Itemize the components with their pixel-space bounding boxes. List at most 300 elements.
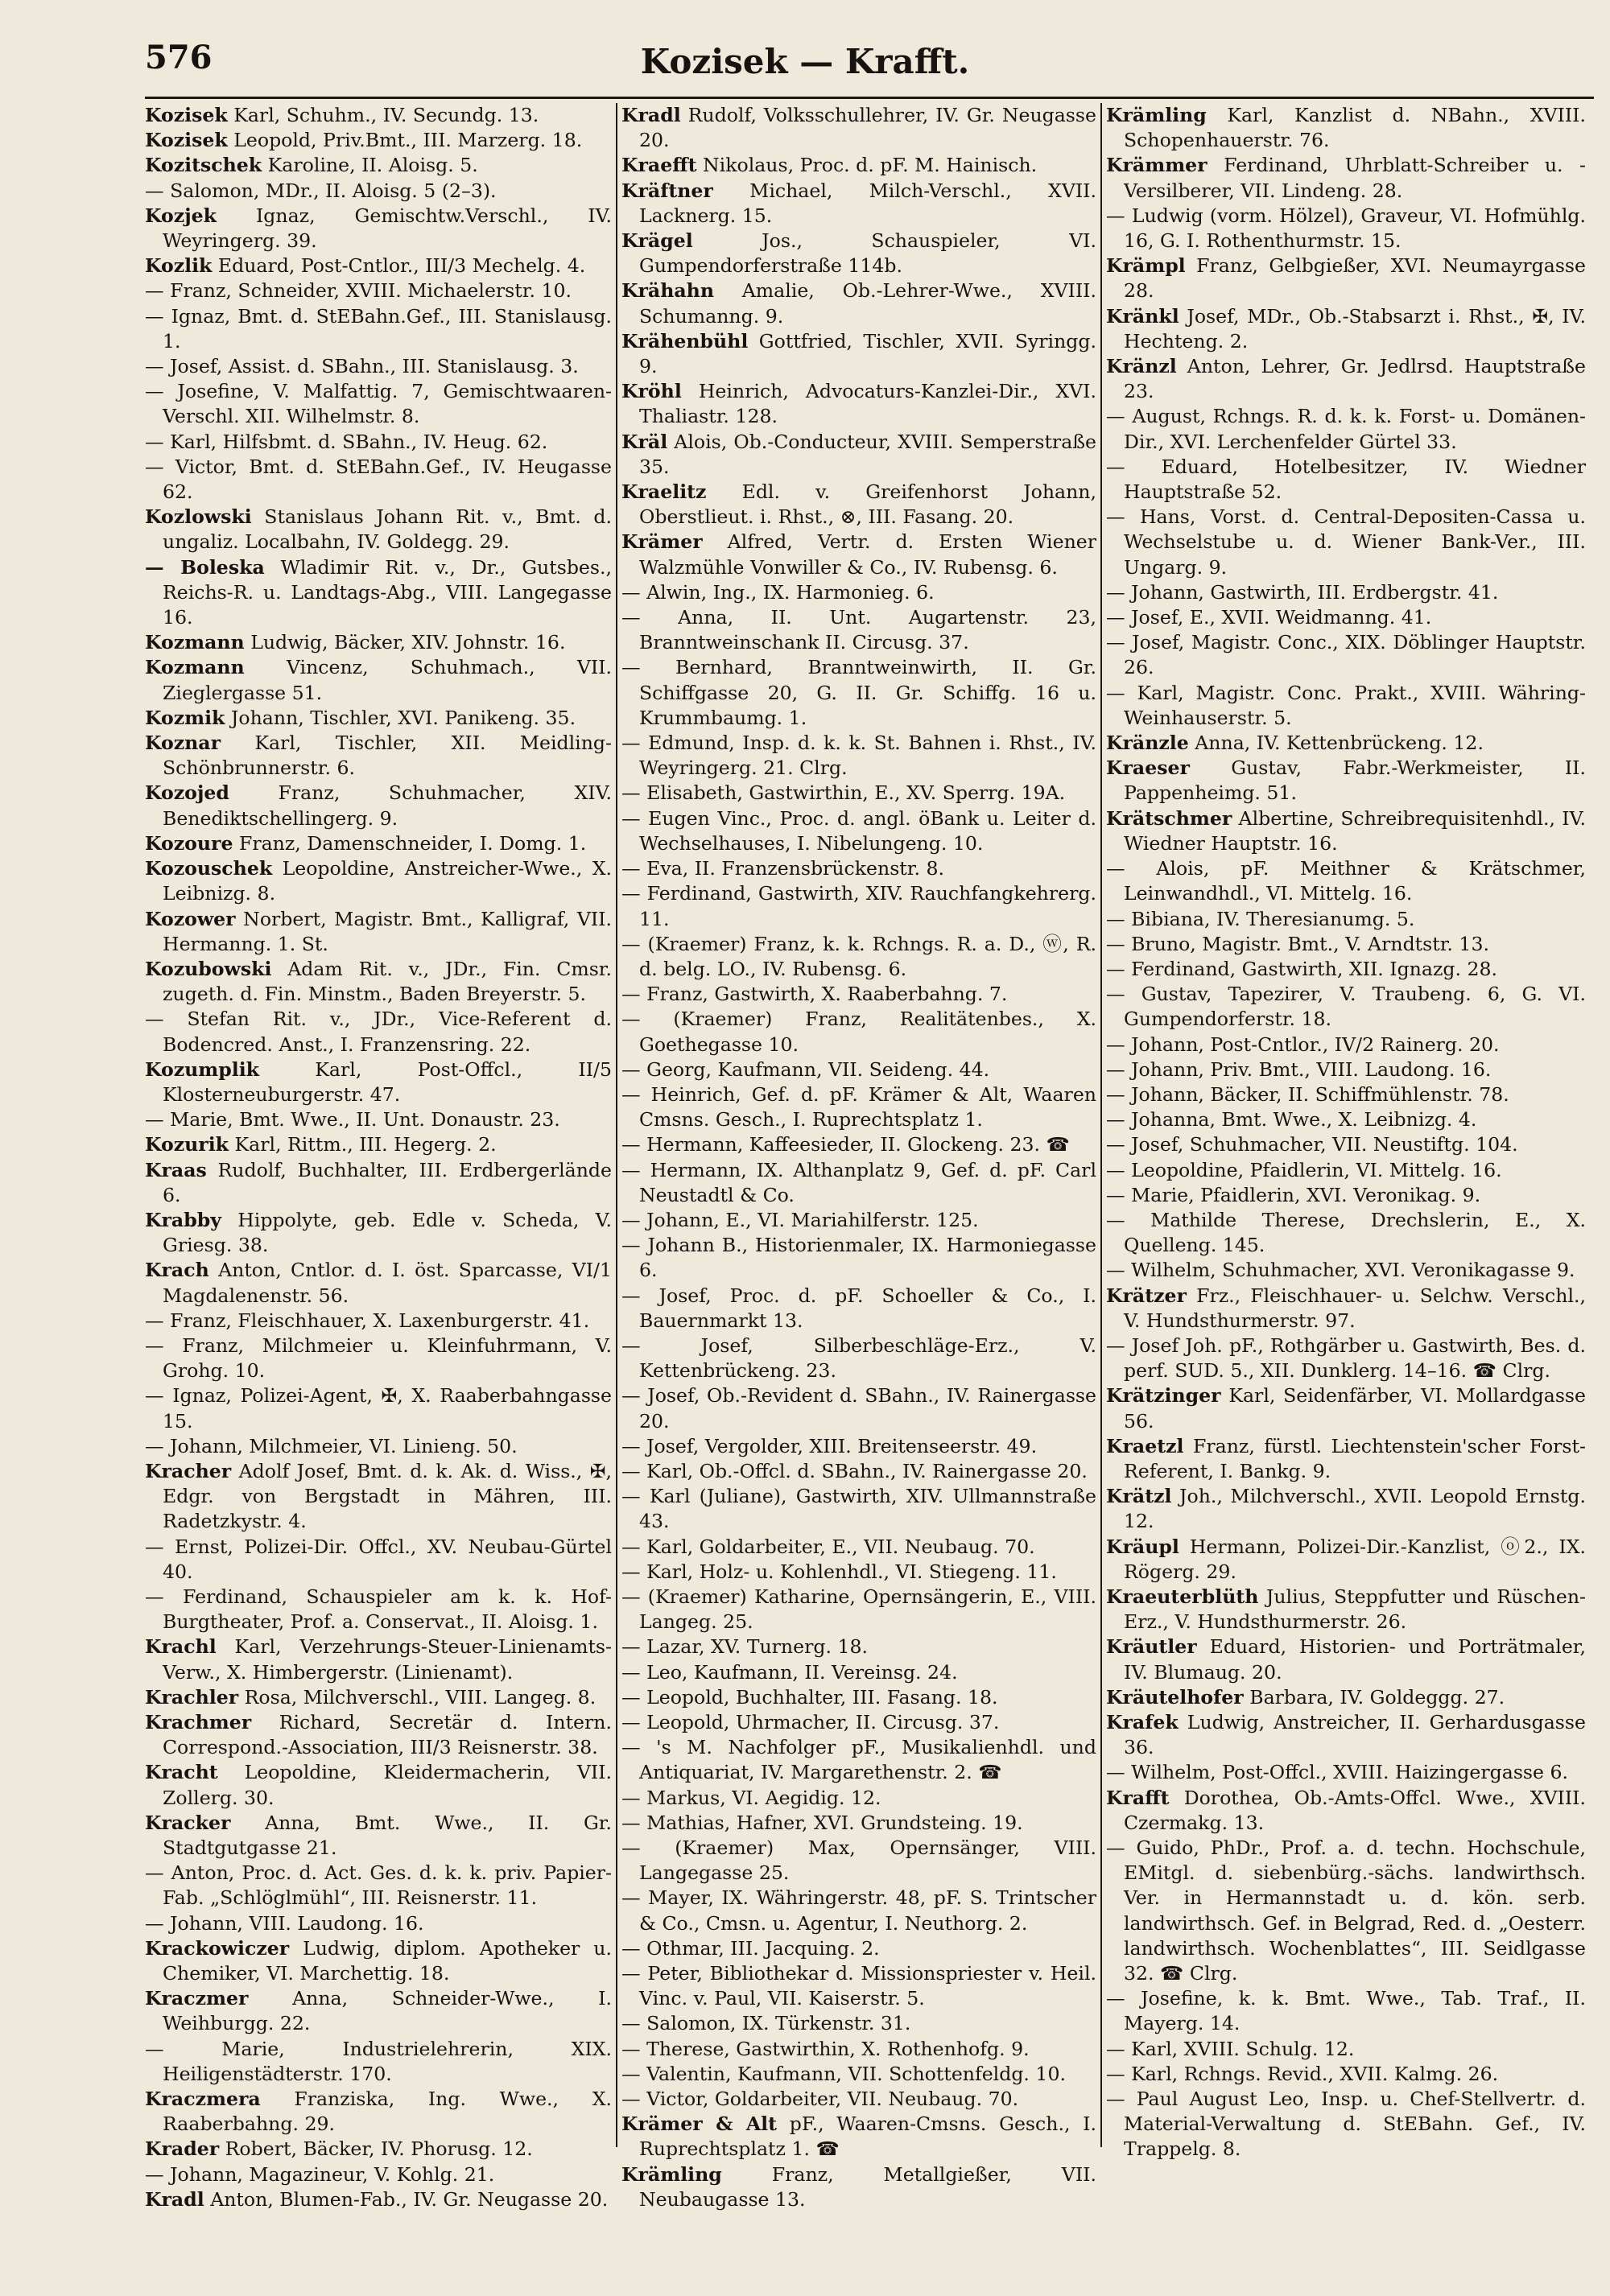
entry-details: — Johann, Magazineur, V. Kohlg. 21. (145, 2162, 495, 2186)
entry-details: — Heinrich, Gef. d. pF. Krämer & Alt, Waaren Cmsns. Gesch., I. Ruprechtsplatz 1. (621, 1082, 1096, 1132)
entry-details: — Victor, Bmt. d. StEBahn.Gef., IV. Heugasse 62. (145, 455, 612, 504)
directory-entry (621, 1082, 1096, 1132)
entry-details: — Franz, Gastwirth, X. Raaberbahng. 7. (621, 983, 1008, 1006)
entry-details: — Alois, pF. Meithner & Krätschmer, Leinwandhdl., VI. Mittelg. 16. (1106, 857, 1586, 905)
directory-entry (145, 1459, 612, 1535)
entry-surname: Krägel (621, 229, 693, 253)
entry-surname: Kradl (145, 2187, 204, 2211)
entry-surname: Krackowiczer (145, 1936, 290, 1960)
entry-surname: Krachl (145, 1635, 217, 1659)
entry-details: — Marie, Bmt. Wwe., II. Unt. Donaustr. 23. (145, 1108, 560, 1132)
entry-details: Norbert, Magistr. Bmt., Kalligraf, VII. Hermanng. 1. St. (163, 907, 612, 955)
directory-entry (621, 1710, 1096, 1735)
directory-entry (145, 555, 612, 631)
entry-surname: Krabby (145, 1208, 221, 1231)
directory-entry (145, 957, 612, 1007)
entry-details: — Guido, PhDr., Prof. a. d. techn. Hochschule, EMitgl. d. siebenbürg.-sächs. landwirthsch. Ver. in Hermannstadt u. d. kön. serb. landwirthsch. Gef. in Belgrad, Red. d. „Oesterr. landwirthsch. Wochenblattes“, III. Seidlgasse 32. ☎ Clrg. (1106, 1836, 1586, 1985)
entry-details: Ludwig, Anstreicher, II. Gerhardusgasse 36. (1124, 1711, 1586, 1759)
directory-entry (145, 781, 612, 831)
directory-entry (145, 379, 612, 429)
entry-surname: Kränzle (1106, 732, 1189, 755)
entry-details: — Gustav, Tapezirer, V. Traubeng. 6, G. VI. Gumpendorferstr. 18. (1106, 983, 1586, 1031)
entry-surname: Krafek (1106, 1711, 1179, 1733)
entry-details: Anna, Schneider-Wwe., I. Weihburgg. 22. (163, 1987, 612, 2035)
entry-surname: Kräl (621, 430, 668, 453)
directory-entry (1106, 756, 1586, 806)
entry-details: Karl, Schuhm., IV. Secundg. 13. (233, 104, 539, 126)
entry-surname: Kränzl (1106, 355, 1177, 378)
directory-entry (145, 1986, 612, 2036)
entry-details: — Lazar, XV. Turnerg. 18. (621, 1635, 868, 1659)
entry-surname: Kräupl (1106, 1535, 1179, 1558)
entry-details: Leopoldine, Anstreicher-Wwe., X. Leibnizg. 8. (163, 857, 612, 905)
entry-details: Anton, Blumen-Fab., IV. Gr. Neugasse 20. (210, 2187, 609, 2211)
entry-surname: Kraas (145, 1158, 207, 1181)
entry-surname: Krachmer (145, 1711, 252, 1733)
entry-surname: Krähenbühl (621, 329, 749, 352)
directory-entry (1106, 982, 1586, 1032)
entry-details: — Peter, Bibliothekar d. Missionspriester v. Heil. Vinc. v. Paul, VII. Kaiserstr. 5. (621, 1962, 1096, 2010)
directory-entry (145, 2037, 612, 2087)
entry-details: — Eva, II. Franzensbrückenstr. 8. (621, 857, 944, 880)
entry-details: Ignaz, Gemischtw.Verschl., IV. Weyringerg. 39. (163, 204, 612, 253)
entry-details: — Ferdinand, Schauspieler am k. k. Hof-Burgtheater, Prof. a. Conservat., II. Aloisg. 1. (145, 1585, 612, 1634)
entry-details: — Josef, Vergolder, XIII. Breitenseerstr. 49. (621, 1434, 1038, 1457)
entry-details: — Markus, VI. Aegidig. 12. (621, 1786, 881, 1809)
directory-entry (145, 1535, 612, 1585)
entry-details: — Johann, Gastwirth, III. Erdbergstr. 41. (1106, 580, 1499, 604)
entry-surname: Kraeser (1106, 756, 1190, 780)
entry-details: — Anna, II. Unt. Augartenstr. 23, Branntweinschank II. Circusg. 37. (621, 606, 1096, 654)
entry-details: — Josefine, V. Malfattig. 7, Gemischtwaaren-Verschl. XII. Wilhelmstr. 8. (145, 380, 612, 428)
entry-details: Franziska, Ing. Wwe., X. Raaberbahng. 29. (163, 2088, 612, 2136)
entry-details: — Anton, Proc. d. Act. Ges. d. k. k. priv. Papier-Fab. „Schlöglmühl“, III. Reisnerstr. 11. (145, 1861, 612, 1910)
directory-entry (1106, 1383, 1586, 1433)
directory-entry (1106, 2037, 1586, 2062)
directory-entry (145, 1258, 612, 1308)
entry-surname: Krätzinger (1106, 1384, 1221, 1408)
entry-details: Anton, Lehrer, Gr. Jedlrsd. Hauptstraße 23. (1124, 355, 1586, 403)
entry-surname: Kozubowski (145, 957, 272, 980)
entry-details: — Josef, Ob.-Revident d. SBahn., IV. Rainergasse 20. (621, 1384, 1096, 1432)
entry-details: — (Kraemer) Franz, Realitätenbes., X. Goethegasse 10. (621, 1008, 1096, 1056)
entry-details: Franz, Damenschneider, I. Domg. 1. (238, 831, 587, 855)
entry-surname: Kraczmera (145, 2088, 261, 2111)
directory-column-2 (621, 103, 1097, 2211)
directory-entry (1106, 204, 1586, 254)
entry-details: Karl, Seidenfärber, VI. Mollardgasse 56. (1124, 1384, 1587, 1432)
directory-entry (1106, 1634, 1586, 1684)
directory-entry (621, 1434, 1096, 1459)
entry-details: — Bernhard, Branntweinwirth, II. Gr. Schiffgasse 20, G. II. Gr. Schiffg. 16 u. Krummbaumg. 1. (621, 656, 1096, 729)
entry-details: — Karl, Holz- u. Kohlenhdl., VI. Stiegeng. 11. (621, 1560, 1057, 1583)
entry-details: — Eduard, Hotelbesitzer, IV. Wiedner Hauptstraße 52. (1106, 455, 1586, 504)
directory-entry (145, 505, 612, 554)
directory-entry (1106, 681, 1586, 731)
directory-entry (621, 480, 1096, 530)
directory-entry (145, 1158, 612, 1208)
directory-entry (621, 881, 1096, 931)
directory-entry (621, 806, 1096, 856)
entry-details: — Hermann, Kaffeesieder, II. Glockeng. 23. ☎ (621, 1133, 1070, 1156)
entry-details: Alois, Ob.-Conducteur, XVIII. Semperstraße 35. (639, 430, 1096, 478)
directory-entry (621, 1208, 1096, 1233)
directory-entry (145, 1811, 612, 1861)
entry-details: Richard, Secretär d. Intern. Correspond.-Association, III/3 Reisnerstr. 38. (163, 1711, 612, 1759)
entry-details: — Leopoldine, Pfaidlerin, VI. Mittelg. 16. (1106, 1158, 1502, 1181)
entry-details: Stanislaus Johann Rit. v., Bmt. d. ungaliz. Localbahn, IV. Goldegg. 29. (163, 505, 613, 554)
entry-details: — Wilhelm, Post-Offcl., XVIII. Haizingergasse 6. (1106, 1761, 1569, 1784)
entry-surname: Kozisek (145, 104, 228, 126)
entry-details: Alfred, Vertr. d. Ersten Wiener Walzmühle Vonwiller & Co., IV. Rubensg. 6. (639, 530, 1097, 579)
entry-details: — Mathias, Hafner, XVI. Grundsteing. 19. (621, 1811, 1023, 1834)
directory-entry (621, 1585, 1096, 1634)
entry-details: Robert, Bäcker, IV. Phorusg. 12. (225, 2137, 533, 2161)
entry-details: — Karl, Rchngs. Revid., XVII. Kalmg. 26. (1106, 2062, 1499, 2085)
directory-entry (1106, 806, 1586, 856)
entry-details: Franz, fürstl. Liechtenstein'scher Forst-Referent, I. Bankg. 9. (1124, 1434, 1586, 1482)
directory-entry (145, 2087, 612, 2137)
entry-surname: Kozumplik (145, 1057, 260, 1081)
directory-entry (621, 278, 1096, 328)
entry-details: Franz, Metallgießer, VII. Neubaugasse 13. (639, 2162, 1096, 2211)
entry-details: — Bibiana, IV. Theresianumg. 5. (1106, 907, 1415, 930)
directory-entry (145, 278, 612, 303)
directory-entry (1106, 957, 1586, 982)
entry-details: — Leopold, Uhrmacher, II. Circusg. 37. (621, 1711, 1000, 1733)
directory-entry (621, 1634, 1096, 1659)
entry-details: Karoline, II. Aloisg. 5. (267, 154, 478, 177)
entry-details: Barbara, IV. Goldeggg. 27. (1249, 1685, 1505, 1709)
entry-details: — Karl, Goldarbeiter, E., VII. Neubaug. 70. (621, 1535, 1035, 1558)
entry-details: Adam Rit. v., JDr., Fin. Cmsr. zugeth. d. Fin. Minstm., Baden Breyerstr. 5. (163, 957, 612, 1006)
entry-details: Franz, Schuhmacher, XIV. Benediktschellingerg. 9. (163, 781, 612, 830)
entry-details: Karl, Verzehrungs-Steuer-Linienamts-Verw., X. Himbergerstr. (Linienamt). (163, 1635, 613, 1684)
entry-details: — Johann, Priv. Bmt., VIII. Laudong. 16. (1106, 1057, 1492, 1081)
directory-entry (621, 2037, 1096, 2062)
entry-details: — Paul August Leo, Insp. u. Chef-Stellvertr. d. Material-Verwaltung d. StEBahn. Gef., IV. Trappelg. 8. (1106, 2088, 1586, 2161)
entry-details: — Josef, Assist. d. SBahn., III. Stanislausg. 3. (145, 355, 579, 378)
directory-entry (621, 1007, 1096, 1057)
entry-details: Albertine, Schreibrequisitenhdl., IV. Wiedner Hauptstr. 16. (1124, 806, 1586, 855)
directory-column-3 (1106, 103, 1586, 2163)
entry-surname: Krafft (1106, 1786, 1170, 1809)
entry-details: Johann, Tischler, XVI. Panikeng. 35. (230, 706, 576, 729)
directory-entry (145, 179, 612, 204)
entry-details: — Karl, Hilfsbmt. d. SBahn., IV. Heug. 62. (145, 430, 548, 453)
entry-details: — Josefine, k. k. Bmt. Wwe., Tab. Traf., II. Mayerg. 14. (1106, 1987, 1586, 2035)
entry-details: Michael, Milch-Verschl., XVII. Lacknerg. 15. (639, 179, 1096, 227)
entry-details: — Johann, Bäcker, II. Schiffmühlenstr. 78. (1106, 1082, 1509, 1106)
entry-details: — Salomon, IX. Türkenstr. 31. (621, 2012, 911, 2035)
directory-entry (145, 1383, 612, 1433)
entry-details: — (Kraemer) Franz, k. k. Rchngs. R. a. D., ⓦ, R. d. belg. LO., IV. Rubensg. 6. (621, 932, 1096, 980)
directory-entry (621, 1383, 1096, 1433)
directory-entry (1106, 932, 1586, 957)
directory-entry (1106, 1986, 1586, 2036)
entry-surname: Krämer & Alt (621, 2113, 778, 2136)
entry-details: — Elisabeth, Gastwirthin, E., XV. Sperrg. 19A. (621, 781, 1066, 805)
directory-entry (1106, 1033, 1586, 1057)
entry-details: Vincenz, Schuhmach., VII. Zieglergasse 51. (163, 656, 612, 704)
entry-details: — Josef, Silberbeschläge-Erz., V. Kettenbrückeng. 23. (621, 1333, 1096, 1383)
entry-details: — Georg, Kaufmann, VII. Seideng. 44. (621, 1057, 990, 1081)
entry-surname: Kraelitz (621, 480, 707, 504)
directory-entry (621, 1057, 1096, 1082)
directory-entry (1106, 1158, 1586, 1183)
header-rule (145, 97, 1594, 99)
entry-details: — Stefan Rit. v., JDr., Vice-Referent d. Bodencred. Anst., I. Franzensring. 22. (145, 1008, 612, 1056)
entry-surname: Krach (145, 1259, 209, 1282)
directory-entry (1106, 630, 1586, 680)
directory-entry (621, 2112, 1096, 2162)
directory-entry (1106, 1082, 1586, 1107)
directory-entry (1106, 103, 1586, 153)
entry-surname: Kozoure (145, 831, 233, 855)
entry-details: — Hermann, IX. Althanplatz 9, Gef. d. pF. Carl Neustadtl & Co. (621, 1158, 1096, 1206)
directory-entry (1106, 254, 1586, 303)
entry-surname: Kräutelhofer (1106, 1685, 1244, 1709)
entry-surname: — Boleska (145, 555, 265, 579)
entry-surname: Krachler (145, 1685, 239, 1709)
directory-entry (1106, 1585, 1586, 1634)
directory-entry (145, 204, 612, 254)
directory-entry (1106, 1786, 1586, 1836)
directory-entry (1106, 1258, 1586, 1283)
directory-entry (1106, 1685, 1586, 1710)
entry-surname: Kozmann (145, 656, 245, 679)
entry-surname: Krämer (621, 530, 703, 554)
entry-details: — August, Rchngs. R. d. k. k. Forst- u. Domänen-Dir., XVI. Lerchenfelder Gürtel 33. (1106, 405, 1586, 453)
directory-entry (1106, 1836, 1586, 1986)
entry-details: Ludwig, Bäcker, XIV. Johnstr. 16. (250, 631, 566, 654)
entry-details: Josef, MDr., Ob.-Stabsarzt i. Rhst., ✠, IV. Hechteng. 2. (1124, 304, 1587, 352)
directory-entry (1106, 455, 1586, 505)
entry-details: — Josef, Schuhmacher, VII. Neustiftg. 104. (1106, 1133, 1518, 1156)
entry-details: Eduard, Historien- und Porträtmaler, IV. Blumaug. 20. (1124, 1635, 1586, 1684)
entry-details: — Karl, Ob.-Offcl. d. SBahn., IV. Rainergasse 20. (621, 1459, 1088, 1482)
directory-entry (1106, 404, 1586, 454)
page-title: Kozisek — Krafft. (640, 42, 970, 81)
entry-surname: Kozjek (145, 204, 217, 227)
directory-entry (1106, 354, 1586, 404)
entry-details: — (Kraemer) Max, Opernsänger, VIII. Langegasse 25. (621, 1836, 1096, 1885)
directory-entry (621, 605, 1096, 655)
directory-entry (621, 982, 1096, 1007)
entry-details: Anna, IV. Kettenbrückeng. 12. (1195, 732, 1484, 755)
directory-entry (621, 731, 1096, 781)
directory-entry (1106, 1208, 1586, 1258)
entry-details: — Josef, E., XVII. Weidmanng. 41. (1106, 606, 1432, 629)
directory-entry (1106, 1484, 1586, 1534)
entry-details: Karl, Tischler, XII. Meidling-Schönbrunnerstr. 6. (163, 732, 612, 780)
entry-details: Hermann, Polizei-Dir.-Kanzlist, ⓞ2., IX. Rögerg. 29. (1124, 1535, 1586, 1583)
directory-entry (145, 1861, 612, 1911)
entry-surname: Kozmann (145, 631, 245, 654)
entry-surname: Krämling (621, 2162, 722, 2186)
entry-details: — Alwin, Ing., IX. Harmonieg. 6. (621, 580, 935, 604)
entry-details: — Marie, Industrielehrerin, XIX. Heiligenstädterstr. 170. (145, 2037, 612, 2085)
directory-entry (1106, 907, 1586, 932)
directory-entry (145, 254, 612, 278)
directory-entry (145, 304, 612, 354)
directory-entry (621, 1811, 1096, 1836)
entry-details: — Josef Joh. pF., Rothgärber u. Gastwirth, Bes. d. perf. SUD. 5., XII. Dunklerg. 14–16. ☎ Clrg. (1106, 1333, 1586, 1383)
entry-details: Jos., Schauspieler, VI. Gumpendorferstraße 114b. (639, 229, 1096, 278)
entry-surname: Krätzl (1106, 1485, 1172, 1508)
entry-surname: Krätzer (1106, 1284, 1187, 1307)
directory-entry (621, 932, 1096, 982)
directory-entry (145, 1007, 612, 1057)
entry-surname: Krätschmer (1106, 806, 1232, 830)
directory-entry (621, 1886, 1096, 1935)
entry-details: Nikolaus, Proc. d. pF. M. Hainisch. (703, 154, 1038, 177)
entry-details: — 's M. Nachfolger pF., Musikalienhdl. und Antiquariat, IV. Margarethenstr. 2. ☎ (621, 1736, 1096, 1784)
directory-entry (145, 153, 612, 178)
entry-surname: Kraefft (621, 154, 697, 177)
entry-details: — Karl (Juliane), Gastwirth, XIV. Ullmannstraße 43. (621, 1485, 1096, 1533)
directory-entry (621, 1484, 1096, 1534)
directory-entry (621, 655, 1096, 731)
entry-surname: Kräftner (621, 179, 713, 202)
directory-entry (621, 179, 1096, 229)
directory-entry (145, 1107, 612, 1132)
directory-entry (145, 2187, 612, 2212)
entry-details: Karl, Post-Offcl., II/5 Klosterneuburgerstr. 47. (163, 1057, 613, 1106)
entry-details: Edl. v. Greifenhorst Johann, Oberstlieut. i. Rhst., ⊗, III. Fasang. 20. (639, 480, 1097, 529)
entry-surname: Kraeuterblüth (1106, 1585, 1259, 1608)
directory-entry (621, 1735, 1096, 1785)
entry-surname: Kozojed (145, 781, 229, 805)
directory-entry (621, 1936, 1096, 1961)
directory-entry (145, 1057, 612, 1107)
directory-entry (621, 530, 1096, 579)
directory-entry (145, 455, 612, 505)
directory-entry (1106, 856, 1586, 906)
entry-details: — Leopold, Buchhalter, III. Fasang. 18. (621, 1685, 998, 1709)
directory-entry (621, 1459, 1096, 1484)
entry-surname: Kracker (145, 1811, 231, 1834)
entry-surname: Kröhl (621, 380, 682, 403)
entry-details: — Wilhelm, Schuhmacher, XVI. Veronikagasse 9. (1106, 1259, 1575, 1282)
directory-entry (621, 103, 1096, 153)
entry-details: — Bruno, Magistr. Bmt., V. Arndtstr. 13. (1106, 932, 1489, 955)
directory-entry (1106, 605, 1586, 630)
entry-surname: Kräutler (1106, 1635, 1197, 1659)
directory-entry (1106, 580, 1586, 605)
entry-details: — Marie, Pfaidlerin, XVI. Veronikag. 9. (1106, 1183, 1481, 1206)
directory-entry (1106, 2062, 1586, 2087)
entry-details: Rudolf, Buchhalter, III. Erdbergerlände 6. (163, 1158, 612, 1206)
directory-entry (621, 379, 1096, 429)
directory-entry (621, 2087, 1096, 2112)
entry-details: Franz, Gelbgießer, XVI. Neumayrgasse 28. (1124, 254, 1587, 303)
column-divider (1100, 103, 1102, 2147)
entry-details: Hippolyte, geb. Edle v. Scheda, V. Griesg. 38. (163, 1208, 613, 1257)
entry-details: — Victor, Goldarbeiter, VII. Neubaug. 70. (621, 2088, 1019, 2111)
entry-details: — Ludwig (vorm. Hölzel), Graveur, VI. Hofmühlg. 16, G. I. Rothenthurmstr. 15. (1106, 204, 1586, 253)
entry-surname: Kozmik (145, 706, 225, 729)
entry-surname: Krähahn (621, 279, 714, 303)
directory-entry (145, 706, 612, 731)
entry-details: Rudolf, Volksschullehrer, IV. Gr. Neugasse 20. (639, 104, 1096, 152)
entry-details: Frz., Fleischhauer- u. Selchw. Verschl., V. Hundsthurmerstr. 97. (1124, 1284, 1587, 1332)
directory-entry (145, 856, 612, 906)
entry-surname: Krader (145, 2137, 220, 2161)
directory-entry (145, 1710, 612, 1760)
directory-entry (621, 430, 1096, 480)
directory-entry (145, 354, 612, 379)
entry-details: — Valentin, Kaufmann, VII. Schottenfeldg. 10. (621, 2062, 1066, 2085)
directory-entry (145, 831, 612, 856)
entry-details: Rosa, Milchverschl., VIII. Langeg. 8. (244, 1685, 597, 1709)
directory-entry (621, 1233, 1096, 1283)
entry-surname: Kracher (145, 1459, 232, 1482)
directory-column-1 (145, 103, 613, 2211)
directory-entry (621, 781, 1096, 806)
directory-entry (1106, 1107, 1586, 1132)
entry-details: — Leo, Kaufmann, II. Vereinsg. 24. (621, 1660, 958, 1684)
directory-entry (145, 655, 612, 705)
entry-details: — (Kraemer) Katharine, Opernsängerin, E., VIII. Langeg. 25. (621, 1585, 1096, 1634)
entry-details: — Edmund, Insp. d. k. k. St. Bahnen i. Rhst., IV. Weyringerg. 21. Clrg. (621, 732, 1096, 780)
directory-entry (621, 1836, 1096, 1886)
entry-details: Leopold, Priv.Bmt., III. Marzerg. 18. (233, 129, 583, 152)
entry-details: Ludwig, diplom. Apotheker u. Chemiker, VI. Marchettig. 18. (163, 1936, 612, 1985)
directory-entry (621, 1333, 1096, 1383)
directory-entry (621, 580, 1096, 605)
entry-details: — Ignaz, Polizei-Agent, ✠, X. Raaberbahngasse 15. (145, 1384, 612, 1432)
directory-entry (1106, 1434, 1586, 1484)
directory-entry (1106, 1760, 1586, 1785)
directory-entry (145, 430, 612, 455)
entry-surname: Kozouschek (145, 857, 273, 880)
directory-entry (1106, 153, 1586, 203)
directory-entry (1106, 1333, 1586, 1383)
entry-details: — Therese, Gastwirthin, X. Rothenhofg. 9. (621, 2037, 1030, 2060)
directory-entry (145, 2137, 612, 2162)
directory-entry (145, 1309, 612, 1333)
entry-surname: Kracht (145, 1761, 218, 1784)
page-number: 576 (145, 39, 213, 76)
directory-entry (145, 128, 612, 153)
entry-surname: Koznar (145, 732, 221, 755)
directory-entry (621, 856, 1096, 881)
directory-entry (1106, 1132, 1586, 1157)
entry-details: — Mayer, IX. Währingerstr. 48, pF. S. Trintscher & Co., Cmsn. u. Agentur, I. Neuthorg. 2. (621, 1886, 1096, 1935)
directory-entry (621, 1961, 1096, 2011)
entry-details: Gottfried, Tischler, XVII. Syringg. 9. (639, 329, 1096, 378)
directory-entry (1106, 2087, 1586, 2162)
directory-entry (621, 329, 1096, 379)
entry-surname: Kraetzl (1106, 1434, 1184, 1457)
column-divider (616, 103, 617, 2147)
entry-details: — Mathilde Therese, Drechslerin, E., X. Quelleng. 145. (1106, 1208, 1586, 1257)
entry-surname: Kränkl (1106, 304, 1179, 328)
directory-entry (145, 1434, 612, 1459)
directory-entry (1106, 1535, 1586, 1585)
entry-surname: Krämpl (1106, 254, 1186, 278)
entry-details: — Johann, E., VI. Mariahilferstr. 125. (621, 1208, 979, 1231)
entry-details: — Ferdinand, Gastwirth, XIV. Rauchfangkehrerg. 11. (621, 882, 1096, 930)
directory-entry (621, 229, 1096, 278)
directory-entry (621, 153, 1096, 178)
entry-details: — Karl, XVIII. Schulg. 12. (1106, 2037, 1355, 2060)
entry-surname: Kozurik (145, 1133, 229, 1156)
entry-surname: Krämling (1106, 104, 1207, 126)
directory-entry (621, 1132, 1096, 1157)
directory-entry (1106, 304, 1586, 354)
